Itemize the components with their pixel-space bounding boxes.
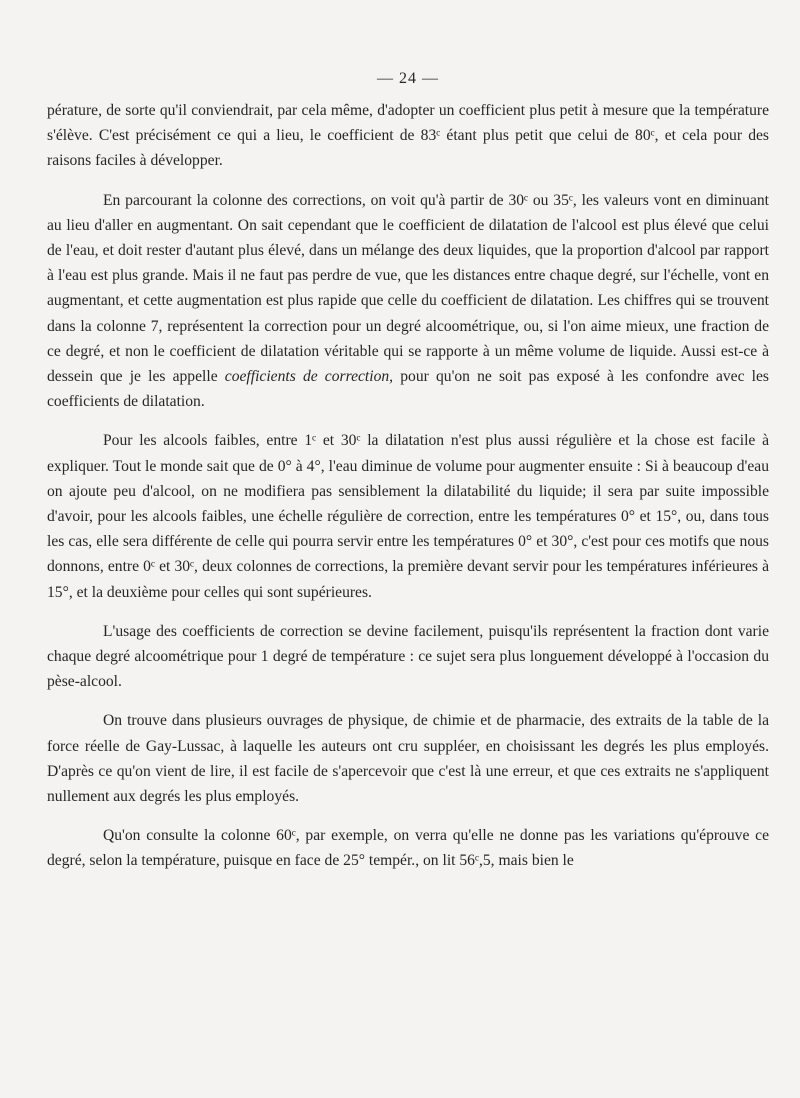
paragraph-1: pérature, de sorte qu'il conviendrait, par cela même, d'adopter un coefficient plus petit à mesure que la température s'élève. C'est précisément ce qui a lieu, le coefficient de 83ᶜ étant plus petit que celui de 80ᶜ, et cela pour des raisons faciles à développer. [47,102,769,170]
paragraph-2 [47,188,769,415]
page-number: — 24 — [377,70,439,87]
italic-term: coefficients de correction, [224,368,394,386]
paragraph-3: Pour les alcools faibles, entre 1ᶜ et 30ᶜ la dilatation n'est plus aussi régulière et la chose est facile à expliquer. Tout le monde sait que de 0° à 4°, l'eau diminue de volume pour augmenter ensuite : Si à beaucoup d'eau on ajoute peu d'alcool, on ne modifiera pas sensiblement la dilatabilité du liquide; il sera par suite impossible d'avoir, pour les alcools faibles, une échelle régulière de correction, entre les températures 0° et 15°, ou, dans tous les cas, elle sera différente de celle qui pourra servir entre les températures 0° et 30°, c'est pour ces motifs que nous donnons, entre 0ᶜ et 30ᶜ, deux colonnes de corrections, la première devant servir pour les températures inférieures à 15°, et la deuxième pour celles qui sont supérieures. [47,432,769,601]
paragraph-2-text: En parcourant la colonne des corrections, on voit qu'à partir de 30ᶜ ou 35ᶜ, les valeurs vont en diminuant au lieu d'aller en augmentant. On sait cependant que le coefficient de dilatation de l'alcool est plus élevé que celui de l'eau, et doit rester d'autant plus élevé, dans un mélange des deux liquides, que la proportion d'alcool par rapport à l'eau est plus grande. Mais il ne faut pas perdre de vue, que les distances entre chaque degré, sur l'échelle, vont en augmentant, et cette augmentation est plus rapide que celle du coefficient de dilatation. Les chiffres qui se trouvent dans la colonne 7, représentent la correction pour un degré alcoométrique, ou, si l'on aime mieux, une fraction de ce degré, et non le coefficient de dilatation véritable qui se rapporte à un même volume de liquide. Aussi est-ce à dessein que je les appelle [47,191,769,386]
paragraph-5: On trouve dans plusieurs ouvrages de physique, de chimie et de pharmacie, des extraits de la table de la force réelle de Gay-Lussac, à laquelle les auteurs ont cru suppléer, en choisissant les degrés les plus employés. D'après ce qu'on vient de lire, il est facile de s'apercevoir que c'est là une erreur, et que ces extraits ne s'appliquent nullement aux degrés les plus employés. [47,712,769,806]
body-text [47,98,769,874]
paragraph-4: L'usage des coefficients de correction se devine facilement, puisqu'ils représentent la fraction dont varie chaque degré alcoométrique pour 1 degré de température : ce sujet sera plus longuement développé à l'occasion du pèse-alcool. [47,622,769,691]
paragraph-6: Qu'on consulte la colonne 60ᶜ, par exemple, on verra qu'elle ne donne pas les variations qu'éprouve ce degré, selon la température, puisque en face de 25° tempér., on lit 56ᶜ,5, mais bien le [47,827,769,870]
paragraph-2-tail: pour qu'on ne soit pas exposé à les confondre avec les coefficients de dilatation. [47,368,769,411]
